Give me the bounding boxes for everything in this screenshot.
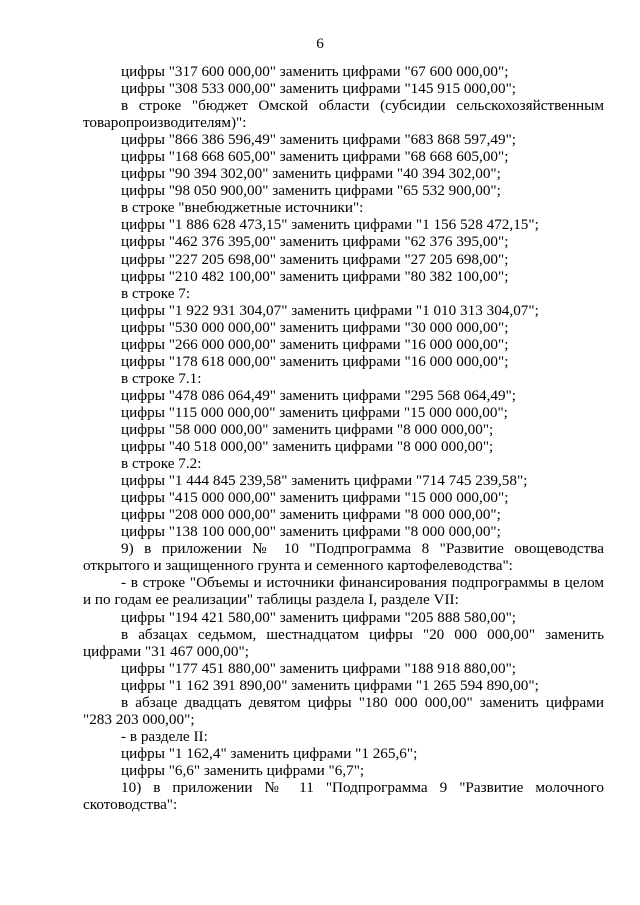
text-line: цифры "266 000 000,00" заменить цифрами "16 000 000,00"; [121,335,509,353]
text-line: цифры "6,6" заменить цифрами "6,7"; [121,761,365,779]
text-line: цифры "1 162 391 890,00" заменить цифрами "1 265 594 890,00"; [121,676,539,694]
text-line: цифры "208 000 000,00" заменить цифрами "8 000 000,00"; [121,506,501,524]
text-line: цифры "1 162,4" заменить цифрами "1 265,6"; [121,744,418,762]
text-line: цифры "58 000 000,00" заменить цифрами "8 000 000,00"; [121,420,494,438]
text-line: цифрами "31 467 000,00"; [83,642,249,660]
text-line: цифры "227 205 698,00" заменить цифрами "27 205 698,00"; [121,250,509,268]
text-line: цифры "178 618 000,00" заменить цифрами "16 000 000,00"; [121,352,509,370]
text-line: цифры "1 444 845 239,58" заменить цифрами "714 745 239,58"; [121,472,528,490]
text-line: открытого и защищенного грунта и семенного картофелеводства": [83,557,513,575]
text-line: и по годам ее реализации" таблицы раздела I, разделе VII: [83,591,459,609]
text-line: цифры "530 000 000,00" заменить цифрами "30 000 000,00"; [121,318,509,336]
page-number: 6 [316,35,324,52]
text-line: цифры "415 000 000,00" заменить цифрами "15 000 000,00"; [121,489,509,507]
text-line: цифры "210 482 100,00" заменить цифрами "80 382 100,00"; [121,267,509,285]
text-line: цифры "1 922 931 304,07" заменить цифрами "1 010 313 304,07"; [121,301,539,319]
text-line: 9) в приложении № 10 "Подпрограмма 8 "Развитие овощеводства [121,540,604,558]
text-line: - в разделе II: [121,727,208,745]
text-line: в строке 7.1: [121,369,202,387]
text-line: цифры "115 000 000,00" заменить цифрами "15 000 000,00"; [121,403,508,421]
text-line: "283 203 000,00"; [83,710,195,728]
document-body [83,63,604,813]
text-line: в строке 7: [121,284,191,302]
text-line: товаропроизводителям)": [83,114,247,132]
text-line: в абзаце двадцать девятом цифры "180 000 000,00" заменить цифрами [121,693,604,711]
text-line: цифры "866 386 596,49" заменить цифрами "683 868 597,49"; [121,131,517,149]
text-line: цифры "40 518 000,00" заменить цифрами "8 000 000,00"; [121,438,494,456]
text-line: цифры "194 421 580,00" заменить цифрами "205 888 580,00"; [121,608,517,626]
text-line: цифры "1 886 628 473,15" заменить цифрами "1 156 528 472,15"; [121,216,539,234]
text-line: в строке "бюджет Омской области (субсидии сельскохозяйственным [121,97,604,115]
text-line: цифры "478 086 064,49" заменить цифрами "295 568 064,49"; [121,386,517,404]
text-line: цифры "98 050 900,00" заменить цифрами "65 532 900,00"; [121,182,501,200]
text-line: скотоводства": [83,796,178,814]
text-line: цифры "308 533 000,00" заменить цифрами "145 915 000,00"; [121,80,517,98]
text-line: цифры "177 451 880,00" заменить цифрами "188 918 880,00"; [121,659,517,677]
text-line: 10) в приложении № 11 "Подпрограмма 9 "Развитие молочного [121,778,604,796]
text-line: цифры "168 668 605,00" заменить цифрами "68 668 605,00"; [121,148,509,166]
text-line: в строке "внебюджетные источники": [121,199,364,217]
text-line: цифры "317 600 000,00" заменить цифрами "67 600 000,00"; [121,63,509,80]
text-line: цифры "90 394 302,00" заменить цифрами "40 394 302,00"; [121,165,501,183]
text-line: в абзацах седьмом, шестнадцатом цифры "20 000 000,00" заменить [121,625,604,643]
text-line: - в строке "Объемы и источники финансирования подпрограммы в целом [121,574,604,592]
text-line: в строке 7.2: [121,455,202,473]
text-line: цифры "462 376 395,00" заменить цифрами "62 376 395,00"; [121,233,509,251]
text-line: цифры "138 100 000,00" заменить цифрами "8 000 000,00"; [121,523,501,541]
